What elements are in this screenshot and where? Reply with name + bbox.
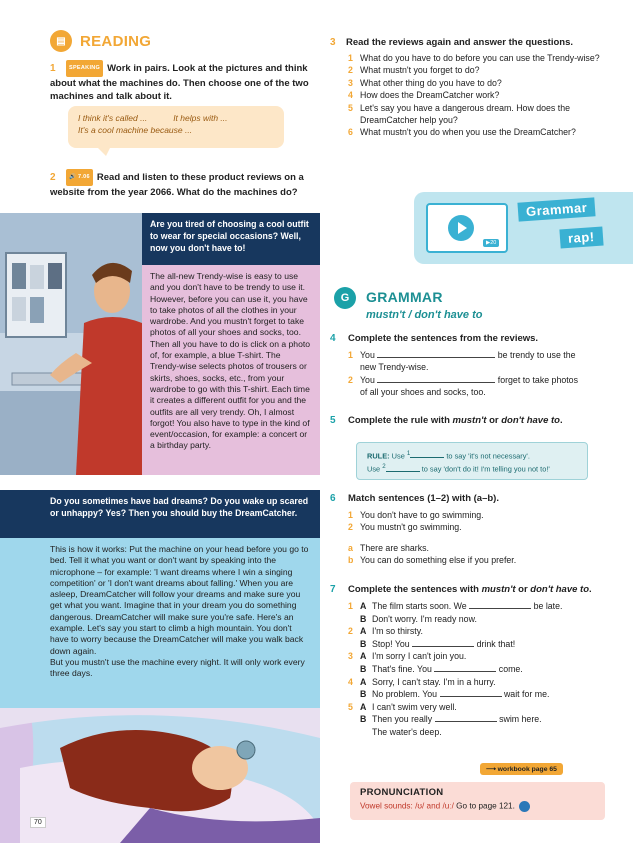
list-item: 5 Let's say you have a dangerous dream. How does the DreamCatcher help you? — [348, 102, 570, 126]
page-number: 70 — [30, 817, 46, 828]
exercise-4-sentences — [348, 349, 628, 399]
list-item: 2 You mustn't go swimming. — [348, 522, 462, 533]
answer-blank[interactable] — [377, 349, 495, 358]
exercise-3-heading — [330, 36, 625, 49]
exercise-7-dialogues — [348, 600, 633, 739]
workbook-label: workbook page 65 — [497, 766, 557, 773]
review-1-intro: Are you tired of choosing a cool outfit to wear for special occasions? Well, now you don't have to! — [142, 213, 320, 265]
dialogue-line: B Don't worry. I'm ready now. — [360, 613, 477, 624]
exercise-1-text: Work in pairs. Look at the pictures and think about what the machines do. Then choose one of the two machines and talk about it. — [50, 63, 309, 102]
review-2-paragraph-1: This is how it works: Put the machine on your head before you go to bed. Tell it what you want or don't want by speaking into the microphone – for example: 'I want dreams where I win a singing competition' or 'I don't want dreams about falling.' When you are asleep, DreamCatcher will follow your dreams and make sure you get what you want. Imagine that in your dream you do something dangerous. DreamCatcher will make sure you're safe. Here's an example. Let's say you start to climb a high mountain. You don't have to worry because the DreamCatcher will make you walk back down again. — [50, 544, 309, 656]
dialogue-line: The water's deep. — [372, 726, 442, 737]
dialogue-line: 1 A The film starts soon. We be late. — [348, 601, 563, 611]
dialogue-line: 3 A I'm sorry I can't join you. — [348, 651, 467, 662]
list-item: 1 What do you have to do before you can use the Trendy-wise? — [348, 53, 600, 63]
rule-blank-1[interactable] — [410, 449, 444, 458]
exercise-6-heading — [330, 492, 625, 505]
grammar-rap-banner[interactable] — [414, 192, 633, 264]
rap-title-line-2: rap! — [559, 227, 603, 249]
dreamcatcher-illustration — [0, 708, 320, 843]
list-item: a There are sharks. — [348, 542, 429, 553]
dialogue-line: B No problem. You wait for me. — [360, 689, 550, 700]
list-item: 2 What mustn't you forget to do? — [348, 65, 480, 76]
exercise-number: 7 — [330, 584, 336, 595]
exercise-number: 1 — [50, 63, 56, 75]
speech-bubble — [68, 106, 284, 148]
list-item: 3 What other thing do you have to do? — [348, 77, 502, 88]
audio-track: 7.06 — [77, 174, 90, 180]
exercise-5-heading: 5 Complete the rule with mustn't or don't have to. — [330, 415, 563, 426]
right-column — [320, 0, 633, 843]
speech-line-1: I think it's called ... — [78, 113, 148, 123]
exercise-number: 4 — [330, 333, 336, 344]
exercise-3-instruction: Read the reviews again and answer the questions. — [346, 37, 574, 48]
exercise-number: 2 — [50, 172, 56, 184]
rule-box: RULE: Use $^1$ to say 'it's not necessary'. Use $^2$ to say 'don't do it! I'm telling you not to!' — [356, 442, 588, 480]
dialogue-line: B That's fine. You come. — [360, 663, 523, 674]
answer-blank[interactable] — [412, 638, 474, 647]
answer-blank[interactable] — [435, 713, 497, 722]
answer-blank[interactable] — [377, 374, 495, 383]
list-item: new Trendy-wise. — [360, 362, 429, 373]
video-card[interactable] — [426, 203, 508, 253]
exercise-3-questions — [348, 52, 618, 139]
grammar-icon: G — [334, 287, 356, 309]
speaking-badge: SPEAKING — [66, 60, 103, 77]
exercise-number: 5 — [330, 415, 336, 426]
rap-title-line-1: Grammar — [517, 197, 595, 221]
list-item: 6 What mustn't you do when you use the DreamCatcher? — [348, 127, 576, 138]
exercise-number: 3 — [330, 37, 336, 48]
exercise-1 — [50, 60, 315, 103]
list-item: 4 How does the DreamCatcher work? — [348, 90, 500, 101]
list-item: of all your shoes and socks, too. — [360, 387, 486, 398]
pronunciation-goto: Go to page 121. — [456, 801, 515, 811]
workbook-link[interactable]: ⟶ workbook page 65 — [480, 763, 563, 775]
exercise-2-text: Read and listen to these product reviews on a website from the year 2066. What do the machines do? — [50, 172, 304, 198]
reading-title: READING — [80, 32, 152, 50]
exercise-number: 6 — [330, 493, 336, 504]
play-icon[interactable] — [448, 215, 474, 241]
exercise-2 — [50, 169, 312, 199]
grammar-title: GRAMMAR — [366, 289, 443, 305]
audio-badge[interactable]: 🔊 7.06 — [66, 169, 93, 186]
book-icon: ▤ — [50, 30, 72, 52]
review-2-paragraph-2: But you mustn't use the machine every night. It will only work every three days. — [50, 656, 305, 679]
video-badge: ▶20 — [483, 239, 499, 247]
answer-blank[interactable] — [440, 688, 502, 697]
dialogue-line: B Stop! You drink that! — [360, 638, 516, 649]
review-2-body — [0, 538, 320, 708]
answer-blank[interactable] — [434, 663, 496, 672]
rule-blank-2[interactable] — [386, 463, 420, 472]
list-item: 1 You don't have to go swimming. — [348, 510, 484, 520]
list-item: b You can do something else if you prefer. — [348, 555, 517, 566]
pronunciation-sounds: Vowel sounds: /ʊ/ and /uː/ Go to page 121. — [360, 801, 595, 812]
exercise-6-instruction: Match sentences (1–2) with (a–b). — [348, 493, 499, 504]
audio-icon[interactable] — [519, 801, 530, 812]
review-2-intro: Do you sometimes have bad dreams? Do you wake up scared or unhappy? Yes? Then you should buy the DreamCatcher. — [0, 490, 320, 538]
dialogue-line: 2 A I'm so thirsty. — [348, 626, 423, 637]
speech-line-3: It's a cool machine because ... — [78, 125, 193, 135]
dialogue-line: 5 A I can't swim very well. — [348, 701, 457, 712]
list-item: 2 You forget to take photos — [348, 374, 578, 385]
pronunciation-title: PRONUNCIATION — [360, 787, 444, 798]
exercise-6-items — [348, 509, 628, 567]
exercise-7-heading: 7 Complete the sentences with mustn't or don't have to. — [330, 584, 592, 595]
review-1-body: The all-new Trendy-wise is easy to use and you don't have to be trendy to use it. However, before you can use it, you have to take photos of all the clothes in your wardrobe. And you mustn't forget to take photos of all your shoes and socks, too. Then all you have to do is click on a photo of, for example, a blue T-shirt. The Trendy-wise selects photos of trousers or skirts, shoes, socks, etc., from your wardrobe to go with this T-shirt. Each time it creates a different outfit for you and the outfits are all very trendy. Oh, I almost forgot! You also have to type in the kind of event/occasion, for example: a concert or a birthday party. — [142, 265, 320, 475]
trendy-wise-illustration — [0, 213, 142, 475]
rule-label: RULE: — [367, 451, 390, 461]
dialogue-line: 4 A Sorry, I can't stay. I'm in a hurry. — [348, 676, 496, 687]
answer-blank[interactable] — [469, 600, 531, 609]
exercise-4-heading — [330, 332, 625, 345]
reading-header — [50, 30, 151, 52]
speech-line-2: It helps with ... — [173, 113, 228, 123]
dialogue-line: B Then you really swim here. — [360, 714, 542, 725]
dreamcatcher-device — [237, 741, 255, 759]
exercise-4-instruction: Complete the sentences from the reviews. — [348, 333, 539, 344]
pronunciation-box — [350, 782, 605, 820]
grammar-subtitle: mustn't / don't have to — [366, 309, 483, 321]
list-item: 1 You be trendy to use the — [348, 350, 576, 360]
